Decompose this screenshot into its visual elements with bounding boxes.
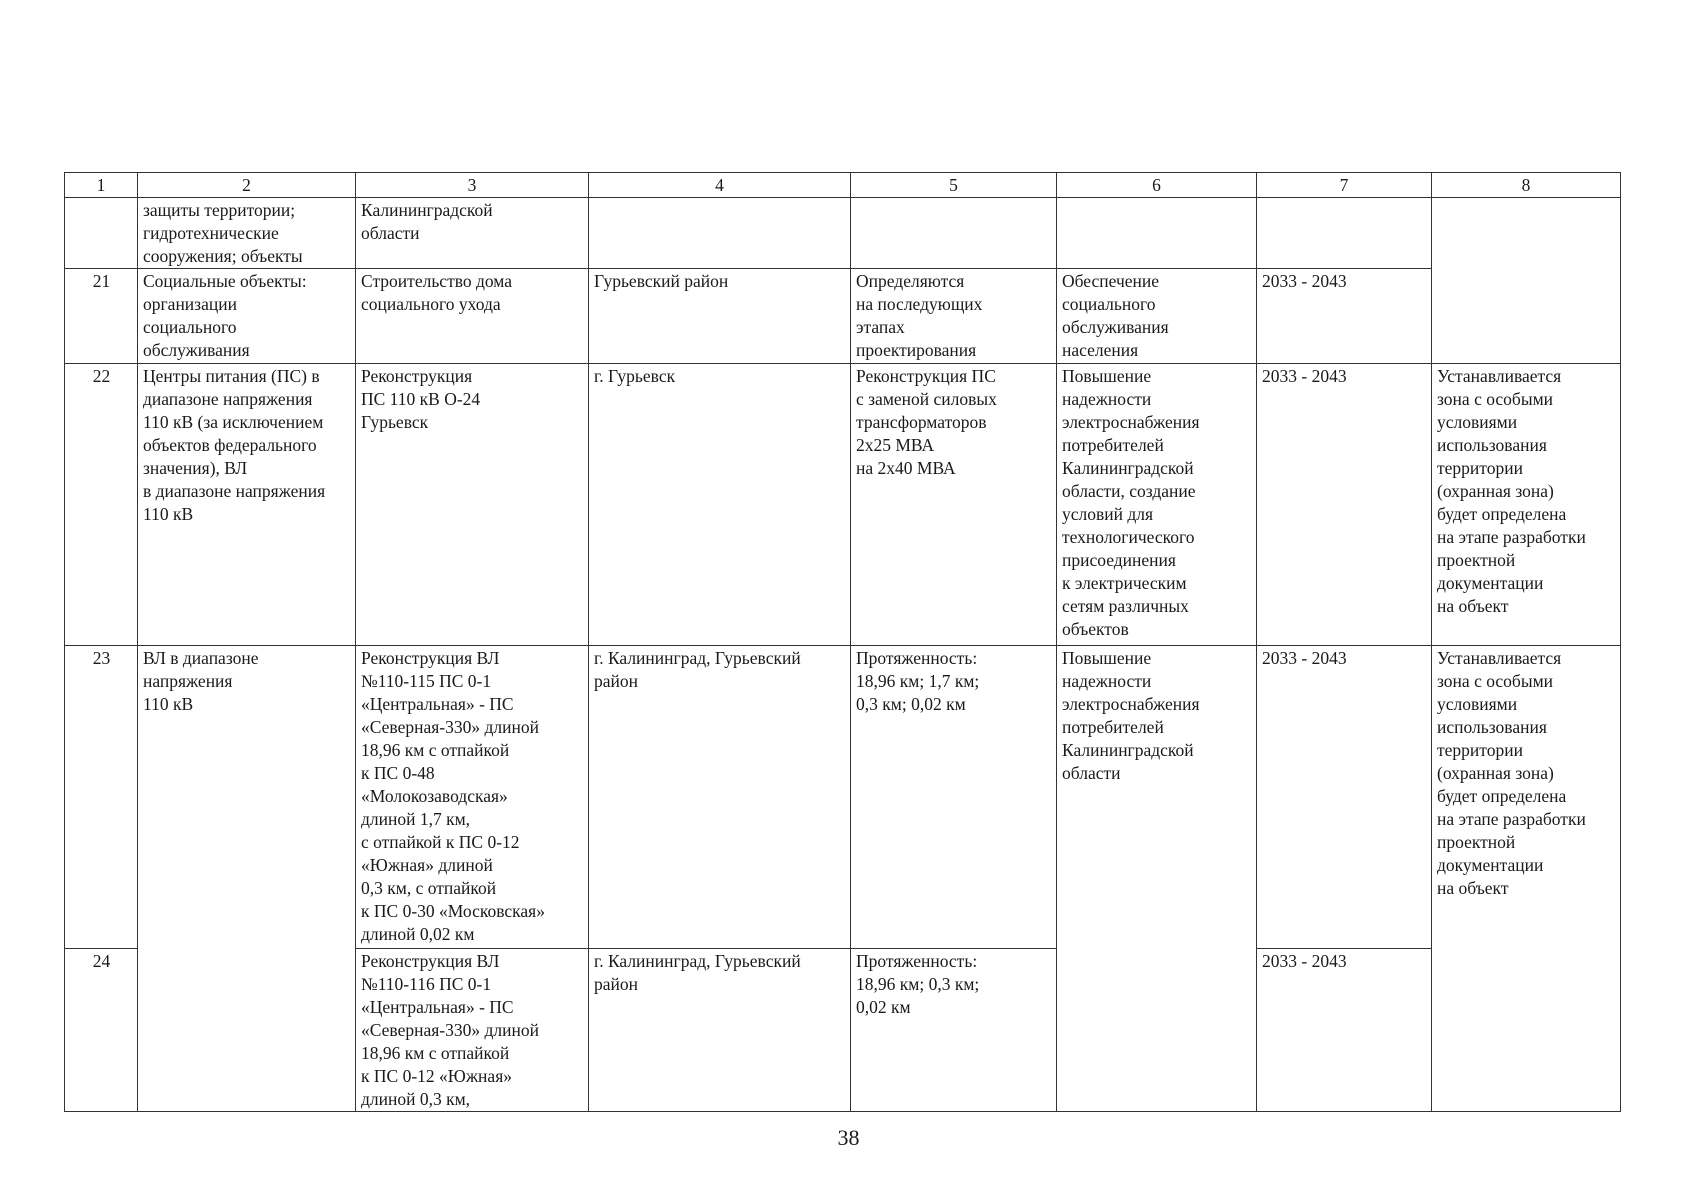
location-cell: г. Калининград, Гурьевский район bbox=[589, 949, 851, 1112]
purpose-cell: Повышение надежности электроснабжения потребителей Калининградской области, создание условий для технологического присоединения к электрическим сетям различных объектов bbox=[1057, 364, 1257, 646]
table-row bbox=[65, 364, 1621, 646]
zone-cell: Устанавливается зона с особыми условиями использования территории (охранная зона) будет определена на этапе разработки проектной документации на объект bbox=[1432, 646, 1621, 1112]
row-number-cell bbox=[65, 198, 138, 269]
table-header-row bbox=[65, 173, 1621, 198]
location-cell: г. Калининград, Гурьевский район bbox=[589, 646, 851, 949]
column-number-header: 4 bbox=[589, 173, 851, 198]
row-number-cell: 23 bbox=[65, 646, 138, 949]
document-table bbox=[64, 172, 1621, 1112]
column-number-header: 1 bbox=[65, 173, 138, 198]
period-cell: 2033 - 2043 bbox=[1257, 646, 1432, 949]
characteristics-cell bbox=[851, 198, 1057, 269]
column-number-header: 3 bbox=[356, 173, 589, 198]
location-cell: г. Гурьевск bbox=[589, 364, 851, 646]
object-type-cell: Социальные объекты: организации социального обслуживания bbox=[138, 269, 356, 364]
zone-cell: Устанавливается зона с особыми условиями использования территории (охранная зона) будет определена на этапе разработки проектной документации на объект bbox=[1432, 364, 1621, 646]
object-name-cell: Реконструкция ВЛ №110-115 ПС 0-1 «Центральная» - ПС «Северная-330» длиной 18,96 км с отпайкой к ПС 0-48 «Молокозаводская» длиной 1,7 км, с отпайкой к ПС 0-12 «Южная» длиной 0,3 км, с отпайкой к ПС 0-30 «Московская» длиной 0,02 км bbox=[356, 646, 589, 949]
period-cell: 2033 - 2043 bbox=[1257, 364, 1432, 646]
purpose-cell bbox=[1057, 198, 1257, 269]
characteristics-cell: Протяженность: 18,96 км; 1,7 км; 0,3 км; 0,02 км bbox=[851, 646, 1057, 949]
characteristics-cell: Протяженность: 18,96 км; 0,3 км; 0,02 км bbox=[851, 949, 1057, 1112]
column-number-header: 5 bbox=[851, 173, 1057, 198]
purpose-cell: Повышение надежности электроснабжения потребителей Калининградской области bbox=[1057, 646, 1257, 1112]
object-type-cell: ВЛ в диапазоне напряжения 110 кВ bbox=[138, 646, 356, 1112]
table-row bbox=[65, 646, 1621, 949]
column-number-header: 2 bbox=[138, 173, 356, 198]
period-cell bbox=[1257, 198, 1432, 269]
zone-cell bbox=[1432, 198, 1621, 364]
location-cell: Гурьевский район bbox=[589, 269, 851, 364]
object-name-cell: Калининградской области bbox=[356, 198, 589, 269]
row-number-cell: 24 bbox=[65, 949, 138, 1112]
column-number-header: 7 bbox=[1257, 173, 1432, 198]
characteristics-cell: Реконструкция ПС с заменой силовых трансформаторов 2х25 МВА на 2х40 МВА bbox=[851, 364, 1057, 646]
characteristics-cell: Определяются на последующих этапах проектирования bbox=[851, 269, 1057, 364]
page-number: 38 bbox=[837, 1125, 860, 1150]
row-number-cell: 22 bbox=[65, 364, 138, 646]
object-name-cell: Строительство дома социального ухода bbox=[356, 269, 589, 364]
object-type-cell: защиты территории; гидротехнические сооружения; объекты bbox=[138, 198, 356, 269]
location-cell bbox=[589, 198, 851, 269]
table-row bbox=[65, 269, 1621, 364]
column-number-header: 6 bbox=[1057, 173, 1257, 198]
table-row bbox=[65, 198, 1621, 269]
purpose-cell: Обеспечение социального обслуживания населения bbox=[1057, 269, 1257, 364]
column-number-header: 8 bbox=[1432, 173, 1621, 198]
object-name-cell: Реконструкция ПС 110 кВ О-24 Гурьевск bbox=[356, 364, 589, 646]
period-cell: 2033 - 2043 bbox=[1257, 949, 1432, 1112]
row-number-cell: 21 bbox=[65, 269, 138, 364]
period-cell: 2033 - 2043 bbox=[1257, 269, 1432, 364]
object-name-cell: Реконструкция ВЛ №110-116 ПС 0-1 «Центральная» - ПС «Северная-330» длиной 18,96 км с отпайкой к ПС 0-12 «Южная» длиной 0,3 км, bbox=[356, 949, 589, 1112]
object-type-cell: Центры питания (ПС) в диапазоне напряжения 110 кВ (за исключением объектов федерального значения), ВЛ в диапазоне напряжения 110 кВ bbox=[138, 364, 356, 646]
